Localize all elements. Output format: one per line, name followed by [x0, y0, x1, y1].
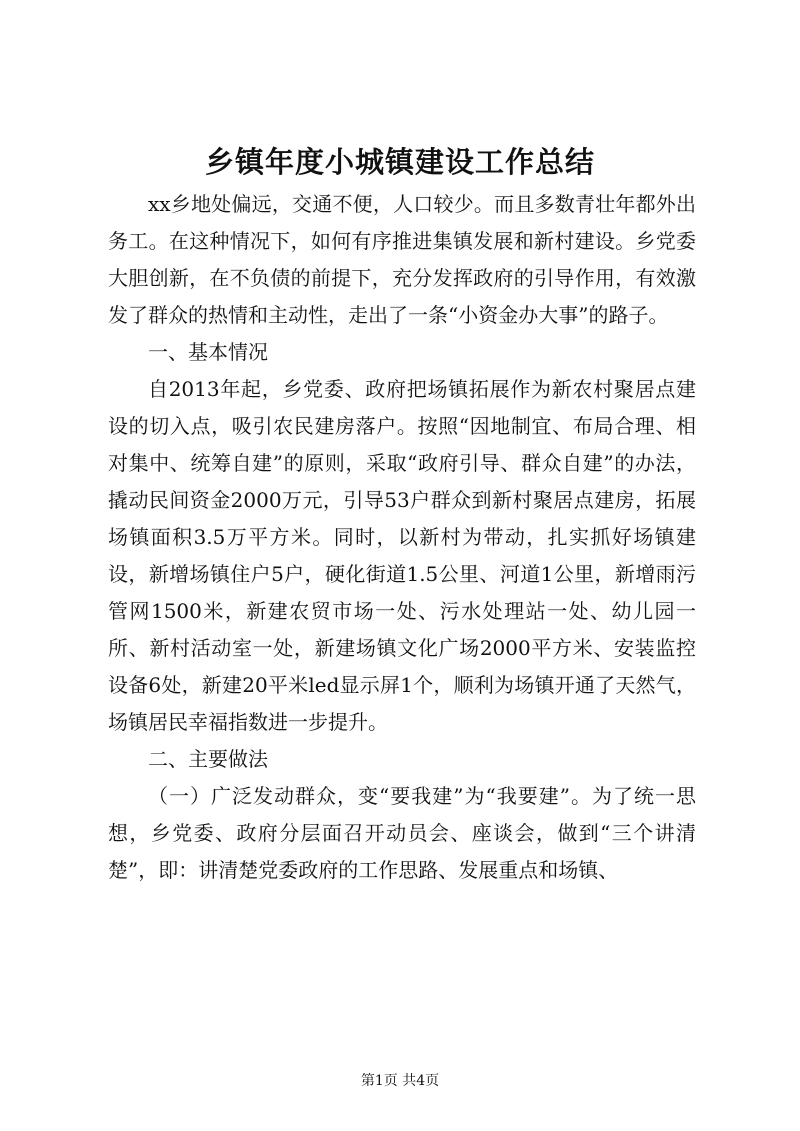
document-body — [108, 186, 696, 889]
paragraph-practice-one: （一）广泛发动群众，变“要我建”为“我要建”。为了统一思想，乡党委、政府分层面召开动员会、座谈会，做到“三个讲清楚”，即：讲清楚党委政府的工作思路、发展重点和场镇、 — [108, 784, 696, 882]
page-number-footer: 第1页 共4页 — [360, 1073, 440, 1089]
section-heading-basic-situation: 一、基本情况 — [148, 340, 268, 364]
paragraph-intro: xx乡地处偏远，交通不便，人口较少。而且多数青壮年都外出务工。在这种情况下，如何有序推进集镇发展和新村建设。乡党委大胆创新，在不负债的前提下，充分发挥政府的引导作用，有效激发了群众的热情和主动性，走出了一条“小资金办大事”的路子。 — [108, 192, 696, 327]
paragraph-basic-situation: 自2013年起，乡党委、政府把场镇拓展作为新农村聚居点建设的切入点，吸引农民建房落户。按照“因地制宜、布局合理、相对集中、统筹自建”的原则，采取“政府引导、群众自建”的办法，撬动民间资金2000万元，引导53户群众到新村聚居点建房，拓展场镇面积3.5万平方米。同时，以新村为带动，扎实抓好场镇建设，新增场镇住户5户，硬化街道1.5公里、河道1公里，新增雨污管网1500米，新建农贸市场一处、污水处理站一处、幼儿园一所、新村活动室一处，新建场镇文化广场2000平方米、安装监控设备6处，新建20平米led显示屏1个，顺利为场镇开通了天然气，场镇居民幸福指数进一步提升。 — [108, 377, 696, 734]
section-heading-main-practices: 二、主要做法 — [148, 747, 268, 771]
document-title: 乡镇年度小城镇建设工作总结 — [204, 145, 595, 179]
